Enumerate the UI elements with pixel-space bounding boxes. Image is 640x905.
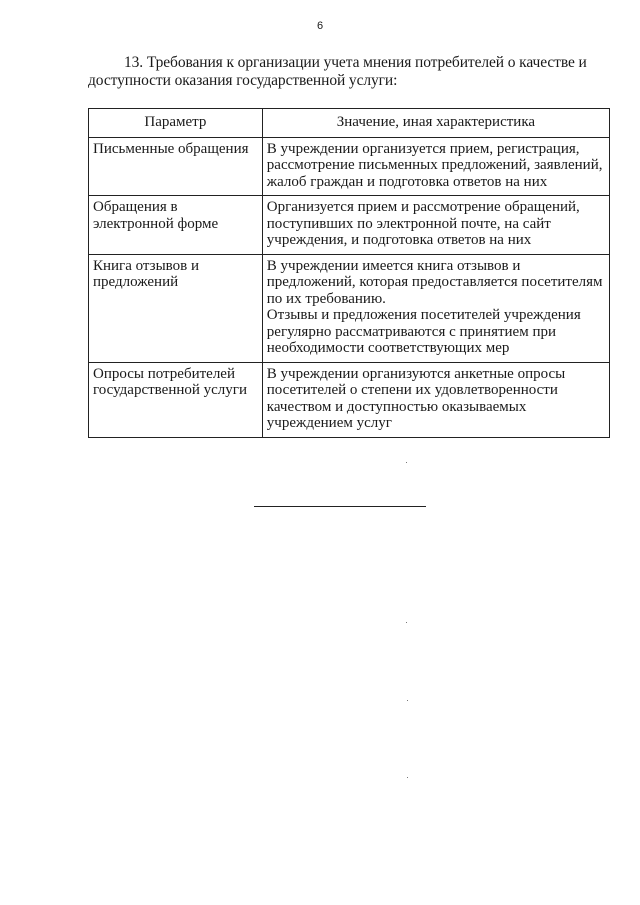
table-header-row xyxy=(89,109,610,138)
scan-speck xyxy=(406,622,407,623)
parameter-text: Письменные обращения xyxy=(93,140,249,157)
scan-speck xyxy=(407,700,408,701)
table-row xyxy=(89,254,610,362)
table-row xyxy=(89,137,610,196)
value-text: В учреждении организуются анкетные опросы посетителей о степени их удовлетворенности качеством и доступностью оказываемых учреждением услуг xyxy=(266,365,566,431)
requirements-table xyxy=(88,108,610,438)
value-cell xyxy=(262,254,609,362)
value-text: Организуется прием и рассмотрение обращений, поступивших по электронной почте, на сайт учреждения, и подготовка ответов на них xyxy=(266,199,580,248)
closing-divider-line xyxy=(254,506,426,507)
scan-speck xyxy=(406,462,407,463)
parameter-cell xyxy=(89,196,263,255)
value-text: В учреждении имеется книга отзывов и предложений, которая предоставляется посетителям по их требованию. Отзывы и предложения посетителей учреждения регулярно рассматриваются с принятием при необходимости соответствующих мер xyxy=(266,257,603,356)
parameter-text: Книга отзывов и предложений xyxy=(93,257,200,290)
page-number: 6 xyxy=(316,20,324,32)
table-row xyxy=(89,196,610,255)
parameter-cell xyxy=(89,254,263,362)
table-row xyxy=(89,362,610,437)
value-cell xyxy=(262,137,609,196)
column-header-value: Значение, иная характеристика xyxy=(262,109,609,138)
value-cell xyxy=(262,362,609,437)
parameter-cell xyxy=(89,362,263,437)
parameter-text: Опросы потребителей государственной услуги xyxy=(93,365,247,398)
section-heading: 13. Требования к организации учета мнения потребителей о качестве и доступности оказания государственной услуги: xyxy=(88,54,587,89)
parameter-text: Обращения в электронной форме xyxy=(93,199,219,232)
value-cell xyxy=(262,196,609,255)
column-header-parameter: Параметр xyxy=(89,109,263,138)
value-text: В учреждении организуется прием, регистрация, рассмотрение письменных предложений, заявлений, жалоб граждан и подготовка ответов на них xyxy=(266,140,603,190)
scan-speck xyxy=(407,777,408,778)
parameter-cell xyxy=(89,137,263,196)
